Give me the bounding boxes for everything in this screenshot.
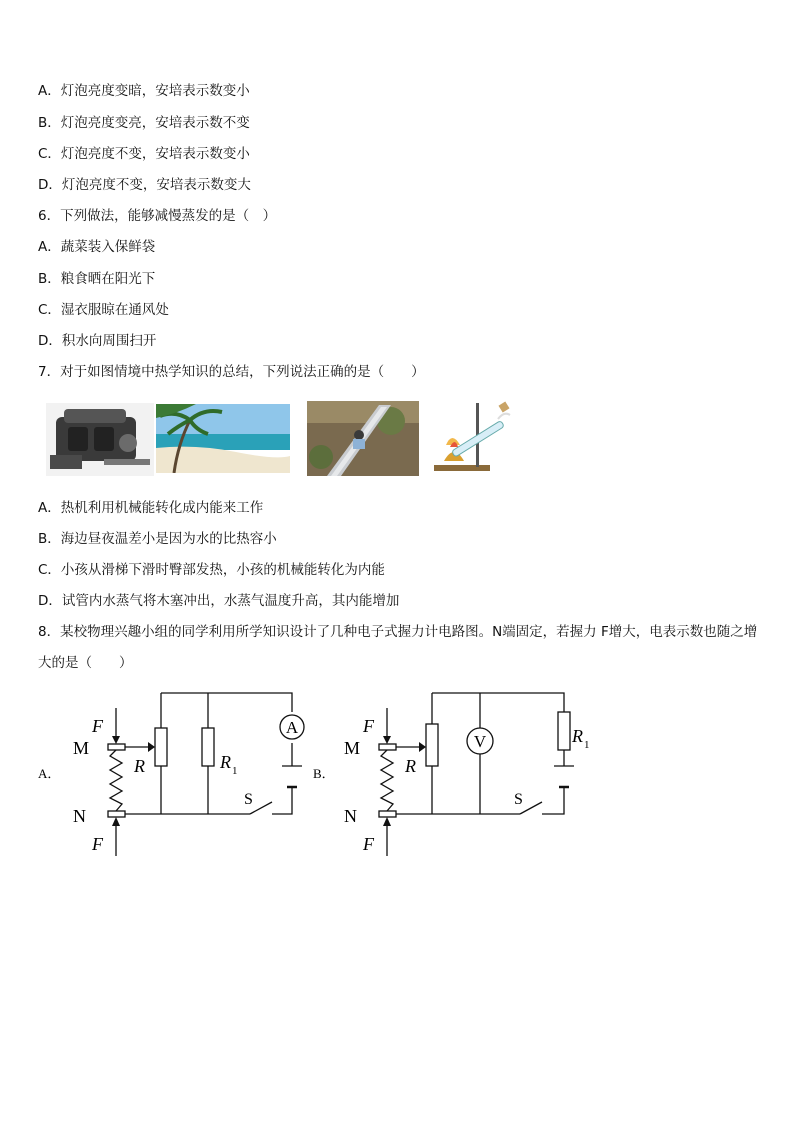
q6-option-d: D．积水向周围扫开: [38, 333, 157, 349]
q8-stem: 8．某校物理兴趣小组的同学利用所学知识设计了几种电子式握力计电路图。N端固定，若握力 F增大，电表示数也随之增大的是（ ）: [38, 624, 758, 671]
q5-option-d: D．灯泡亮度不变，安培表示数变大: [38, 177, 251, 193]
q6-stem: 6．下列做法，能够减慢蒸发的是（ ）: [38, 208, 277, 224]
q7-option-b: B．海边昼夜温差小是因为水的比热容小: [38, 531, 277, 547]
ammeter-label: A: [285, 718, 299, 737]
resistor-label: R: [572, 726, 583, 746]
beach-image: [156, 404, 290, 473]
q6-option-b: B．粮食晒在阳光下: [38, 271, 156, 287]
force-label-top: F: [92, 716, 103, 736]
circuit-diagram-b: [310, 680, 600, 860]
end-m-label: M: [73, 738, 90, 758]
voltmeter-label: V: [473, 732, 487, 751]
rheostat-label: R: [134, 756, 145, 776]
option-a-label: A．: [38, 766, 61, 781]
engine-image: [46, 403, 154, 476]
q7-option-d: D．试管内水蒸气将木塞冲出，水蒸气温度升高，其内能增加: [38, 593, 400, 609]
q5-option-a: A．灯泡亮度变暗，安培表示数变小: [38, 83, 250, 99]
end-m-label: M: [344, 738, 361, 758]
option-b-label: B．: [313, 766, 335, 781]
force-label-top: F: [363, 716, 374, 736]
force-label-bottom: F: [92, 834, 103, 854]
force-label-bottom: F: [363, 834, 374, 854]
slide-image: [307, 401, 419, 476]
end-n-label: N: [73, 806, 86, 826]
test-tube-image: [424, 395, 516, 478]
q7-option-a: A．热机利用机械能转化成内能来工作: [38, 500, 264, 516]
q5-option-b: B．灯泡亮度变亮，安培表示数不变: [38, 115, 250, 131]
rheostat-label: R: [405, 756, 416, 776]
end-n-label: N: [344, 806, 357, 826]
circuit-diagram-a: [30, 680, 320, 860]
q6-option-a: A．蔬菜装入保鲜袋: [38, 239, 156, 255]
q7-stem: 7．对于如图情境中热学知识的总结，下列说法正确的是（ ）: [38, 364, 425, 380]
resistor-subscript: 1: [584, 739, 590, 751]
q7-option-c: C．小孩从滑梯下滑时臀部发热，小孩的机械能转化为内能: [38, 562, 385, 578]
q5-option-c: C．灯泡亮度不变，安培表示数变小: [38, 146, 250, 162]
switch-label: S: [514, 791, 523, 808]
resistor-label: R: [220, 752, 231, 772]
resistor-subscript: 1: [232, 765, 238, 777]
switch-label: S: [244, 791, 253, 808]
q6-option-c: C．湿衣服晾在通风处: [38, 302, 169, 318]
